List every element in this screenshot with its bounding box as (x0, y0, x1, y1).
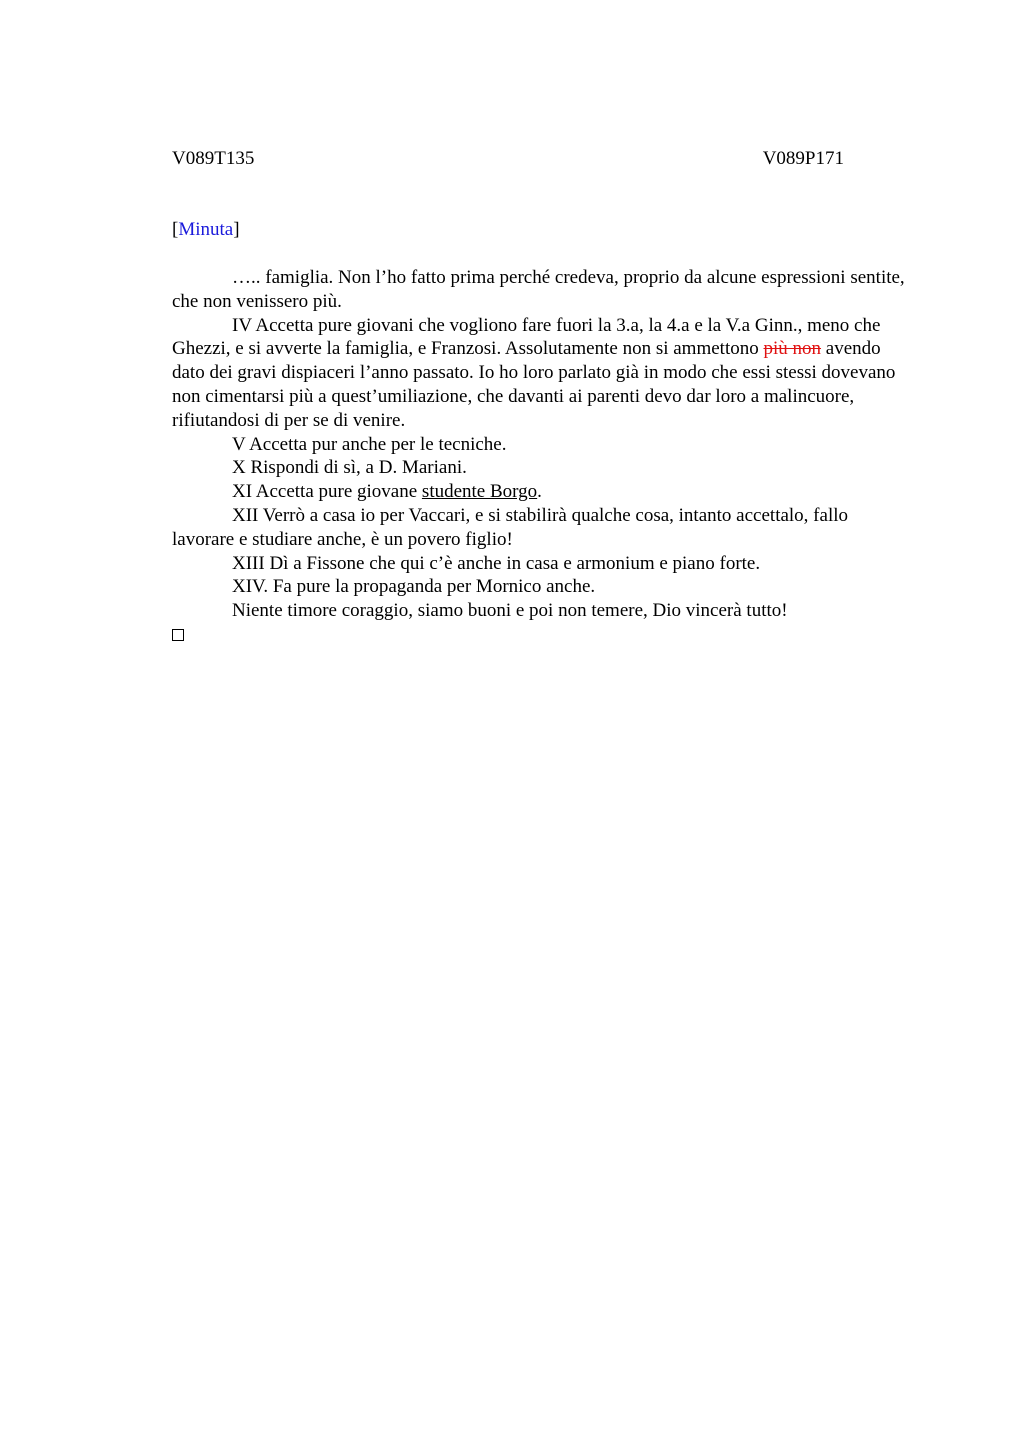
paragraph-xi (172, 480, 912, 504)
minuta-label (172, 218, 240, 242)
document-code-right: V089P171 (762, 148, 844, 169)
open-bracket: [ (172, 219, 179, 240)
paragraph-v: V Accetta pur anche per le tecniche. (232, 433, 507, 455)
close-bracket: ] (233, 219, 240, 240)
paragraph-xii: XII Verrò a casa io per Vaccari, e si stabilirà qualche cosa, intanto accettalo, fallo lavorare e studiare anche, è un povero figlio! (172, 504, 848, 550)
underlined-text: studente Borgo (421, 481, 538, 503)
struck-text: più non (763, 338, 822, 360)
document-code-left: V089T135 (172, 148, 255, 169)
letter-body (172, 266, 912, 641)
minuta-link[interactable]: Minuta (178, 219, 234, 240)
paragraph-xi-text-end: . (537, 481, 542, 503)
paragraph-closing: Niente timore coraggio, siamo buoni e poi non temere, Dio vincerà tutto! (232, 600, 788, 622)
page-header (172, 147, 844, 171)
paragraph-x: X Rispondi di sì, a D. Mariani. (232, 457, 467, 479)
paragraph-xi-text-start: XI Accetta pure giovane (232, 481, 422, 503)
paragraph-famiglia: ….. famiglia. Non l’ho fatto prima perché credeva, proprio da alcune espressioni sentite, che non venissero più. (172, 267, 905, 312)
paragraph-iv-text-start: IV Accetta pure giovani che vogliono fare fuori la 3.a, la 4.a e la V.a Ginn., meno che Ghezzi, e si avverte la famiglia, e Franzosi. Assolutamente non si ammettono (172, 314, 881, 360)
paragraph-xiii: XIII Dì a Fissone che qui c’è anche in casa e armonium e piano forte. (232, 552, 761, 574)
paragraph-xiv: XIV. Fa pure la propaganda per Mornico anche. (232, 576, 596, 598)
paragraph-iv-text-end: avendo dato dei gravi dispiaceri l’anno passato. Io ho loro parlato già in modo che essi stessi dovevano non cimentarsi più a quest’umiliazione, che davanti ai parenti devo dar loro a malincuore, rifiutandosi di per se di venire. (172, 338, 896, 431)
end-square-icon (172, 629, 184, 641)
paragraph-iv (172, 314, 912, 433)
